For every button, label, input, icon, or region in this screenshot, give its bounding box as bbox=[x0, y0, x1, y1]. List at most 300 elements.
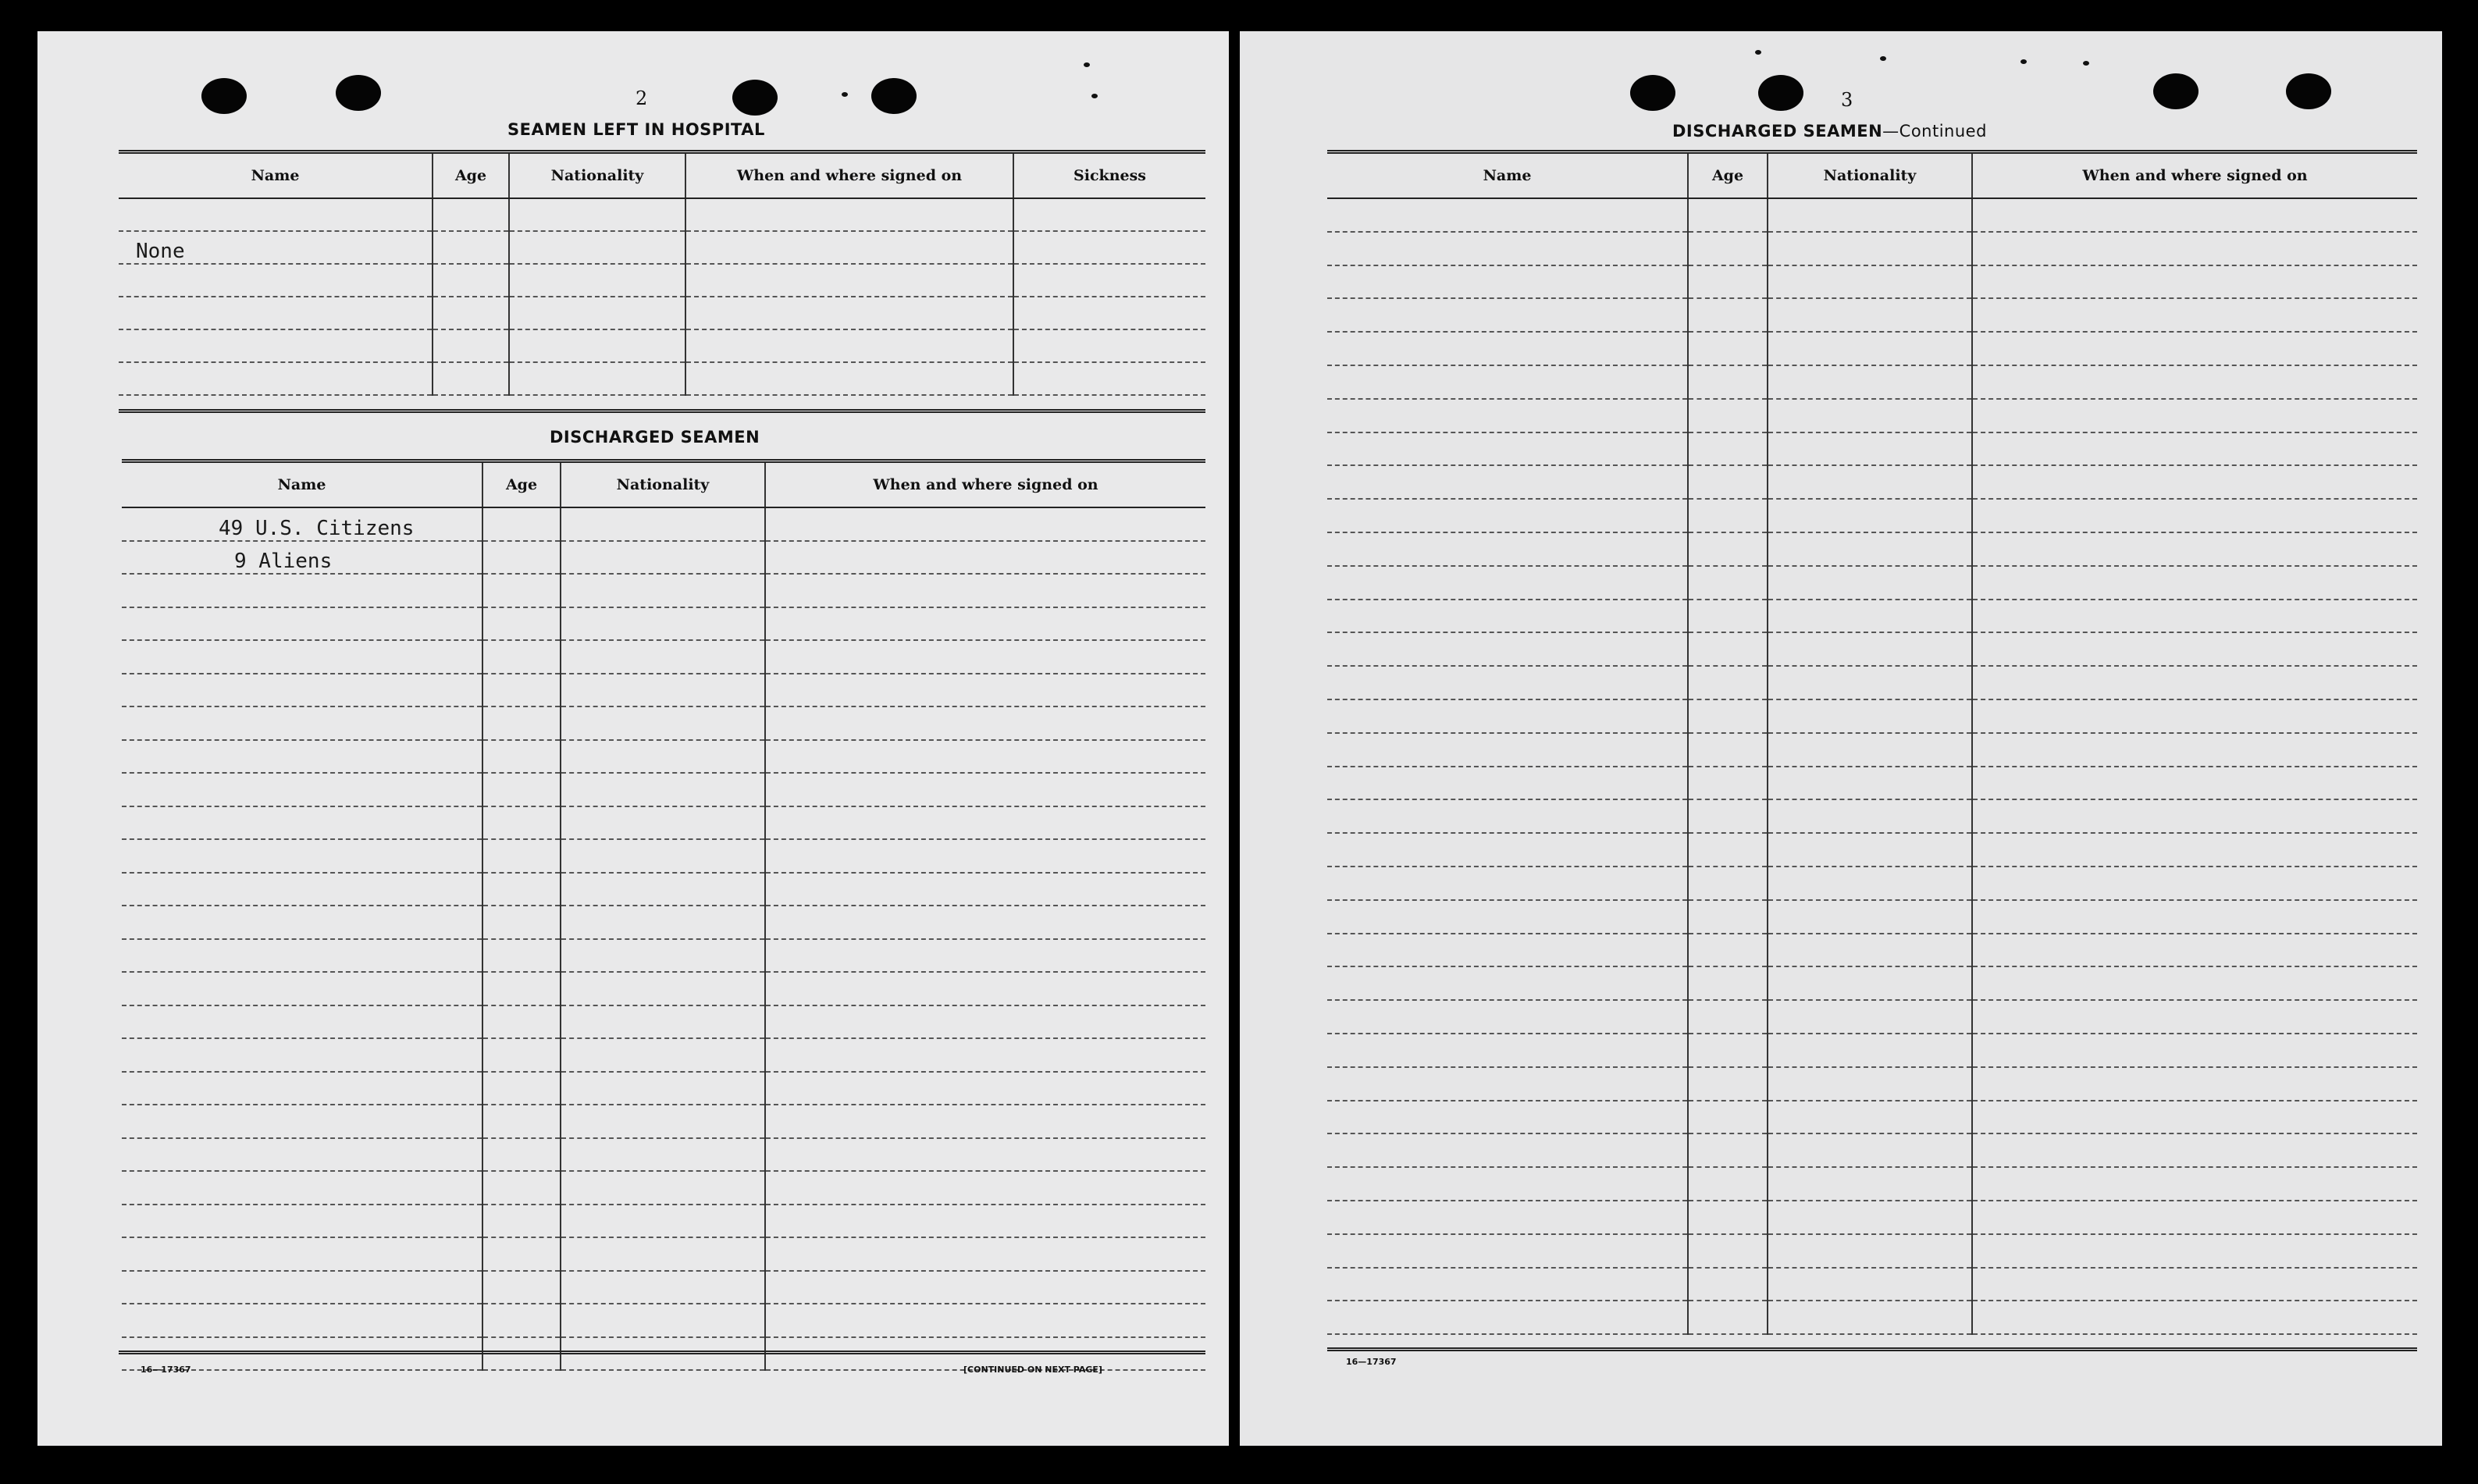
table-cell bbox=[1688, 1234, 1768, 1268]
table-cell bbox=[119, 264, 433, 297]
table-cell bbox=[1688, 600, 1768, 633]
table-cell bbox=[1327, 833, 1688, 867]
table-cell bbox=[765, 1072, 1205, 1105]
discharged-continued-heading bbox=[1672, 122, 1987, 141]
table-row bbox=[1327, 566, 2417, 600]
table-cell bbox=[1327, 1067, 1688, 1101]
table-cell bbox=[1327, 1301, 1688, 1334]
table-cell bbox=[765, 773, 1205, 806]
table-cell bbox=[122, 939, 482, 973]
table-row bbox=[119, 329, 1205, 362]
table-row bbox=[122, 1138, 1205, 1172]
bottom-rule bbox=[1327, 1347, 2417, 1351]
table-row bbox=[1327, 432, 2417, 466]
table-row bbox=[1327, 767, 2417, 800]
table-cell bbox=[561, 740, 765, 774]
table-row bbox=[122, 507, 1205, 541]
table-cell bbox=[119, 362, 433, 395]
table-cell bbox=[1688, 399, 1768, 432]
table-cell bbox=[122, 706, 482, 740]
hospital-table bbox=[119, 150, 1205, 396]
table-row bbox=[1327, 833, 2417, 867]
table-row bbox=[122, 740, 1205, 774]
table-row bbox=[122, 607, 1205, 641]
table-cell bbox=[1327, 666, 1688, 699]
table-row bbox=[122, 839, 1205, 873]
speck bbox=[842, 92, 848, 97]
table-cell bbox=[122, 806, 482, 840]
table-cell bbox=[1327, 198, 1688, 232]
table-cell bbox=[1688, 1133, 1768, 1167]
table-row bbox=[122, 806, 1205, 840]
table-cell bbox=[1688, 1201, 1768, 1234]
table-cell bbox=[1768, 600, 1972, 633]
table-cell bbox=[433, 297, 509, 329]
table-row bbox=[122, 1304, 1205, 1337]
table-cell bbox=[1688, 934, 1768, 967]
table-row bbox=[1327, 600, 2417, 633]
table-cell bbox=[482, 1271, 561, 1304]
table-cell bbox=[1972, 432, 2417, 466]
table-cell bbox=[122, 906, 482, 939]
table-cell bbox=[1688, 265, 1768, 299]
table-cell bbox=[1768, 232, 1972, 265]
table-cell bbox=[1768, 833, 1972, 867]
column-header: Nationality bbox=[1768, 152, 1972, 199]
table-cell bbox=[433, 198, 509, 231]
table-cell bbox=[1327, 733, 1688, 767]
table-cell bbox=[765, 1105, 1205, 1138]
speck bbox=[1755, 50, 1761, 55]
table-cell bbox=[482, 939, 561, 973]
table-cell bbox=[1688, 1301, 1768, 1334]
punch-hole bbox=[871, 78, 917, 114]
table-cell bbox=[1972, 532, 2417, 566]
table-cell bbox=[561, 972, 765, 1005]
table-cell bbox=[122, 674, 482, 707]
table-cell bbox=[1972, 1301, 2417, 1334]
table-cell bbox=[765, 1205, 1205, 1238]
table-row bbox=[122, 773, 1205, 806]
table-cell bbox=[685, 297, 1013, 329]
table-cell bbox=[1768, 532, 1972, 566]
table-cell bbox=[1768, 298, 1972, 332]
heading-suffix: —Continued bbox=[1882, 122, 1987, 141]
table-cell bbox=[122, 1171, 482, 1205]
table-row bbox=[1327, 1034, 2417, 1067]
table-cell bbox=[482, 1138, 561, 1172]
table-cell bbox=[1972, 632, 2417, 666]
table-cell bbox=[1768, 966, 1972, 1000]
table-row bbox=[1327, 1301, 2417, 1334]
table-cell bbox=[1688, 1268, 1768, 1301]
table-row bbox=[119, 297, 1205, 329]
column-header: Name bbox=[1327, 152, 1688, 199]
right-page bbox=[1240, 31, 2442, 1446]
table-cell bbox=[1768, 632, 1972, 666]
table-cell bbox=[561, 1304, 765, 1337]
table-row bbox=[1327, 298, 2417, 332]
table-cell bbox=[122, 1237, 482, 1271]
table-cell bbox=[482, 906, 561, 939]
table-cell bbox=[433, 362, 509, 395]
table-cell: 9 Aliens bbox=[122, 541, 482, 575]
table-cell bbox=[1327, 934, 1688, 967]
table-row bbox=[1327, 1234, 2417, 1268]
table-cell bbox=[1327, 867, 1688, 900]
table-cell bbox=[765, 806, 1205, 840]
table-cell bbox=[1768, 1167, 1972, 1201]
punch-hole bbox=[732, 80, 778, 116]
table-cell bbox=[561, 1038, 765, 1072]
table-cell bbox=[765, 607, 1205, 641]
table-row bbox=[1327, 934, 2417, 967]
table-cell bbox=[1768, 934, 1972, 967]
table-cell: None bbox=[119, 231, 433, 264]
table-row bbox=[1327, 632, 2417, 666]
table-cell bbox=[561, 574, 765, 607]
table-cell bbox=[765, 906, 1205, 939]
table-cell bbox=[561, 1271, 765, 1304]
table-row bbox=[122, 541, 1205, 575]
table-cell bbox=[1013, 329, 1205, 362]
table-cell bbox=[1327, 465, 1688, 499]
table-cell bbox=[122, 773, 482, 806]
table-cell bbox=[1972, 1268, 2417, 1301]
table-row bbox=[122, 906, 1205, 939]
table-cell bbox=[1013, 297, 1205, 329]
table-row bbox=[122, 1005, 1205, 1039]
table-cell bbox=[1688, 232, 1768, 265]
table-cell bbox=[765, 939, 1205, 973]
table-cell bbox=[1327, 767, 1688, 800]
table-cell bbox=[1327, 432, 1688, 466]
table-cell bbox=[561, 906, 765, 939]
table-cell bbox=[1972, 1000, 2417, 1034]
table-cell bbox=[1688, 733, 1768, 767]
table-row bbox=[1327, 799, 2417, 833]
table-cell bbox=[1768, 198, 1972, 232]
punch-hole bbox=[336, 75, 381, 111]
table-cell bbox=[1327, 1000, 1688, 1034]
table-cell bbox=[122, 839, 482, 873]
table-cell bbox=[1972, 1201, 2417, 1234]
table-cell bbox=[119, 198, 433, 231]
table-cell bbox=[482, 1171, 561, 1205]
table-cell bbox=[1972, 499, 2417, 532]
table-row bbox=[1327, 900, 2417, 934]
heading-title: DISCHARGED SEAMEN bbox=[1672, 122, 1883, 141]
table-row bbox=[1327, 1201, 2417, 1234]
table-row bbox=[122, 873, 1205, 906]
table-cell bbox=[1972, 934, 2417, 967]
table-cell bbox=[482, 1237, 561, 1271]
table-cell bbox=[1768, 733, 1972, 767]
table-cell bbox=[1688, 332, 1768, 365]
table-row bbox=[1327, 332, 2417, 365]
table-cell bbox=[119, 329, 433, 362]
table-row bbox=[119, 198, 1205, 231]
table-cell bbox=[1972, 365, 2417, 399]
column-header: Nationality bbox=[561, 461, 765, 508]
table-cell bbox=[1972, 399, 2417, 432]
table-cell bbox=[1688, 1167, 1768, 1201]
table-cell bbox=[1972, 332, 2417, 365]
table-cell bbox=[561, 607, 765, 641]
table-cell bbox=[1768, 1133, 1972, 1167]
table-cell bbox=[1688, 867, 1768, 900]
table-cell bbox=[482, 740, 561, 774]
table-cell bbox=[482, 1005, 561, 1039]
column-header: Nationality bbox=[509, 152, 685, 199]
table-cell bbox=[482, 972, 561, 1005]
column-header: Age bbox=[482, 461, 561, 508]
table-cell bbox=[765, 1271, 1205, 1304]
table-cell bbox=[122, 574, 482, 607]
table-cell bbox=[1327, 265, 1688, 299]
table-row bbox=[1327, 1000, 2417, 1034]
table-row bbox=[1327, 1133, 2417, 1167]
table-cell bbox=[482, 1105, 561, 1138]
table-cell bbox=[765, 740, 1205, 774]
speck bbox=[2083, 61, 2089, 66]
column-header: Age bbox=[433, 152, 509, 199]
column-header: Name bbox=[122, 461, 482, 508]
table-row bbox=[119, 264, 1205, 297]
table-cell bbox=[122, 740, 482, 774]
table-cell bbox=[561, 507, 765, 541]
table-cell bbox=[1768, 867, 1972, 900]
table-cell bbox=[122, 1271, 482, 1304]
table-cell bbox=[1327, 1133, 1688, 1167]
table-cell bbox=[1972, 799, 2417, 833]
left-page bbox=[37, 31, 1229, 1446]
table-cell bbox=[482, 706, 561, 740]
table-cell bbox=[509, 198, 685, 231]
table-cell bbox=[122, 873, 482, 906]
table-row bbox=[119, 362, 1205, 395]
table-cell bbox=[685, 198, 1013, 231]
table-cell bbox=[1013, 231, 1205, 264]
table-cell bbox=[685, 264, 1013, 297]
table-cell bbox=[433, 329, 509, 362]
table-cell bbox=[561, 1105, 765, 1138]
table-row bbox=[1327, 265, 2417, 299]
table-cell bbox=[765, 873, 1205, 906]
table-cell bbox=[1327, 632, 1688, 666]
table-cell bbox=[1688, 465, 1768, 499]
table-cell: 49 U.S. Citizens bbox=[122, 507, 482, 541]
table-row bbox=[1327, 1167, 2417, 1201]
table-cell bbox=[765, 706, 1205, 740]
table-cell bbox=[765, 839, 1205, 873]
table-cell bbox=[1688, 566, 1768, 600]
table-cell bbox=[122, 1072, 482, 1105]
table-cell bbox=[765, 1304, 1205, 1337]
table-cell bbox=[1327, 332, 1688, 365]
table-cell bbox=[1768, 1268, 1972, 1301]
table-row bbox=[1327, 232, 2417, 265]
table-cell bbox=[1768, 399, 1972, 432]
table-cell bbox=[1972, 232, 2417, 265]
table-cell bbox=[1972, 1133, 2417, 1167]
column-header: When and where signed on bbox=[685, 152, 1013, 199]
table-cell bbox=[1768, 432, 1972, 466]
table-cell bbox=[1972, 699, 2417, 733]
table-row bbox=[122, 1105, 1205, 1138]
speck bbox=[2020, 59, 2027, 64]
punch-hole bbox=[2153, 73, 2199, 109]
table-cell bbox=[1327, 532, 1688, 566]
table-cell bbox=[765, 1237, 1205, 1271]
table-cell bbox=[1768, 1067, 1972, 1101]
table-cell bbox=[1768, 1101, 1972, 1134]
table-cell bbox=[122, 1105, 482, 1138]
table-cell bbox=[1972, 600, 2417, 633]
table-cell bbox=[561, 839, 765, 873]
table-cell bbox=[119, 297, 433, 329]
table-cell bbox=[1768, 1301, 1972, 1334]
table-cell bbox=[122, 1304, 482, 1337]
table-cell bbox=[1688, 1067, 1768, 1101]
bottom-rule bbox=[119, 1351, 1205, 1354]
table-cell bbox=[122, 1005, 482, 1039]
section-rule bbox=[119, 409, 1205, 413]
table-cell bbox=[482, 607, 561, 641]
table-cell bbox=[1768, 566, 1972, 600]
continued-note: [CONTINUED ON NEXT PAGE] bbox=[963, 1365, 1102, 1375]
table-row bbox=[122, 640, 1205, 674]
table-cell bbox=[561, 939, 765, 973]
table-row bbox=[1327, 699, 2417, 733]
table-cell bbox=[561, 773, 765, 806]
table-row bbox=[122, 1171, 1205, 1205]
table-cell bbox=[1327, 966, 1688, 1000]
table-cell bbox=[1688, 900, 1768, 934]
table-row bbox=[1327, 1067, 2417, 1101]
table-cell bbox=[509, 362, 685, 395]
table-cell bbox=[122, 972, 482, 1005]
discharged-seamen-continued-table bbox=[1327, 150, 2417, 1335]
table-cell bbox=[1972, 198, 2417, 232]
table-cell bbox=[1327, 1034, 1688, 1067]
table-cell bbox=[685, 231, 1013, 264]
table-cell bbox=[1013, 362, 1205, 395]
table-cell bbox=[122, 1138, 482, 1172]
table-cell bbox=[685, 362, 1013, 395]
table-cell bbox=[1768, 499, 1972, 532]
table-cell bbox=[1688, 1000, 1768, 1034]
table-cell bbox=[482, 773, 561, 806]
table-cell bbox=[1768, 365, 1972, 399]
table-cell bbox=[1688, 666, 1768, 699]
table-row bbox=[1327, 733, 2417, 767]
table-cell bbox=[561, 806, 765, 840]
table-cell bbox=[561, 674, 765, 707]
table-cell bbox=[765, 541, 1205, 575]
table-cell bbox=[1688, 432, 1768, 466]
table-cell bbox=[1327, 232, 1688, 265]
table-cell bbox=[482, 1205, 561, 1238]
table-cell bbox=[1688, 1034, 1768, 1067]
table-row bbox=[1327, 365, 2417, 399]
table-cell bbox=[122, 1038, 482, 1072]
table-cell bbox=[1327, 1268, 1688, 1301]
table-cell bbox=[1688, 699, 1768, 733]
table-cell bbox=[1972, 767, 2417, 800]
table-row bbox=[122, 674, 1205, 707]
table-row bbox=[1327, 867, 2417, 900]
table-row bbox=[122, 1072, 1205, 1105]
table-row bbox=[122, 972, 1205, 1005]
table-cell bbox=[1972, 566, 2417, 600]
table-cell bbox=[509, 297, 685, 329]
table-cell bbox=[1327, 566, 1688, 600]
table-cell bbox=[1688, 767, 1768, 800]
table-cell bbox=[1688, 499, 1768, 532]
table-cell bbox=[561, 873, 765, 906]
table-cell bbox=[482, 674, 561, 707]
table-cell bbox=[1013, 264, 1205, 297]
table-cell bbox=[1972, 465, 2417, 499]
page-number: 2 bbox=[636, 87, 648, 109]
table-cell bbox=[1972, 733, 2417, 767]
table-cell bbox=[482, 1304, 561, 1337]
form-number: 16—17367 bbox=[1346, 1357, 1397, 1367]
table-row bbox=[122, 1271, 1205, 1304]
column-header: When and where signed on bbox=[765, 461, 1205, 508]
page-number: 3 bbox=[1841, 89, 1853, 111]
table-cell bbox=[1688, 799, 1768, 833]
table-cell bbox=[765, 1171, 1205, 1205]
table-cell bbox=[765, 507, 1205, 541]
table-cell bbox=[1972, 1234, 2417, 1268]
table-cell bbox=[482, 574, 561, 607]
table-cell bbox=[561, 1237, 765, 1271]
column-header: Name bbox=[119, 152, 433, 199]
table-cell bbox=[1327, 1167, 1688, 1201]
table-cell bbox=[561, 1005, 765, 1039]
table-cell bbox=[765, 574, 1205, 607]
table-cell bbox=[433, 231, 509, 264]
table-cell bbox=[1768, 1000, 1972, 1034]
table-row bbox=[122, 939, 1205, 973]
table-cell bbox=[1972, 833, 2417, 867]
table-cell bbox=[765, 640, 1205, 674]
form-number: 16—17367 bbox=[141, 1365, 191, 1375]
table-cell bbox=[1688, 632, 1768, 666]
table-cell bbox=[1327, 399, 1688, 432]
table-cell bbox=[561, 1138, 765, 1172]
table-row bbox=[119, 231, 1205, 264]
hospital-heading: SEAMEN LEFT IN HOSPITAL bbox=[507, 120, 765, 139]
table-cell bbox=[1972, 966, 2417, 1000]
table-cell bbox=[482, 640, 561, 674]
punch-hole bbox=[1758, 75, 1803, 111]
column-header: Age bbox=[1688, 152, 1768, 199]
table-cell bbox=[1688, 1101, 1768, 1134]
table-cell bbox=[1327, 365, 1688, 399]
table-cell bbox=[1327, 1201, 1688, 1234]
table-row bbox=[1327, 1268, 2417, 1301]
speck bbox=[1084, 62, 1090, 67]
table-cell bbox=[1972, 298, 2417, 332]
table-cell bbox=[1972, 1034, 2417, 1067]
table-cell bbox=[122, 607, 482, 641]
table-cell bbox=[1768, 767, 1972, 800]
table-cell bbox=[482, 541, 561, 575]
table-cell bbox=[765, 1038, 1205, 1072]
